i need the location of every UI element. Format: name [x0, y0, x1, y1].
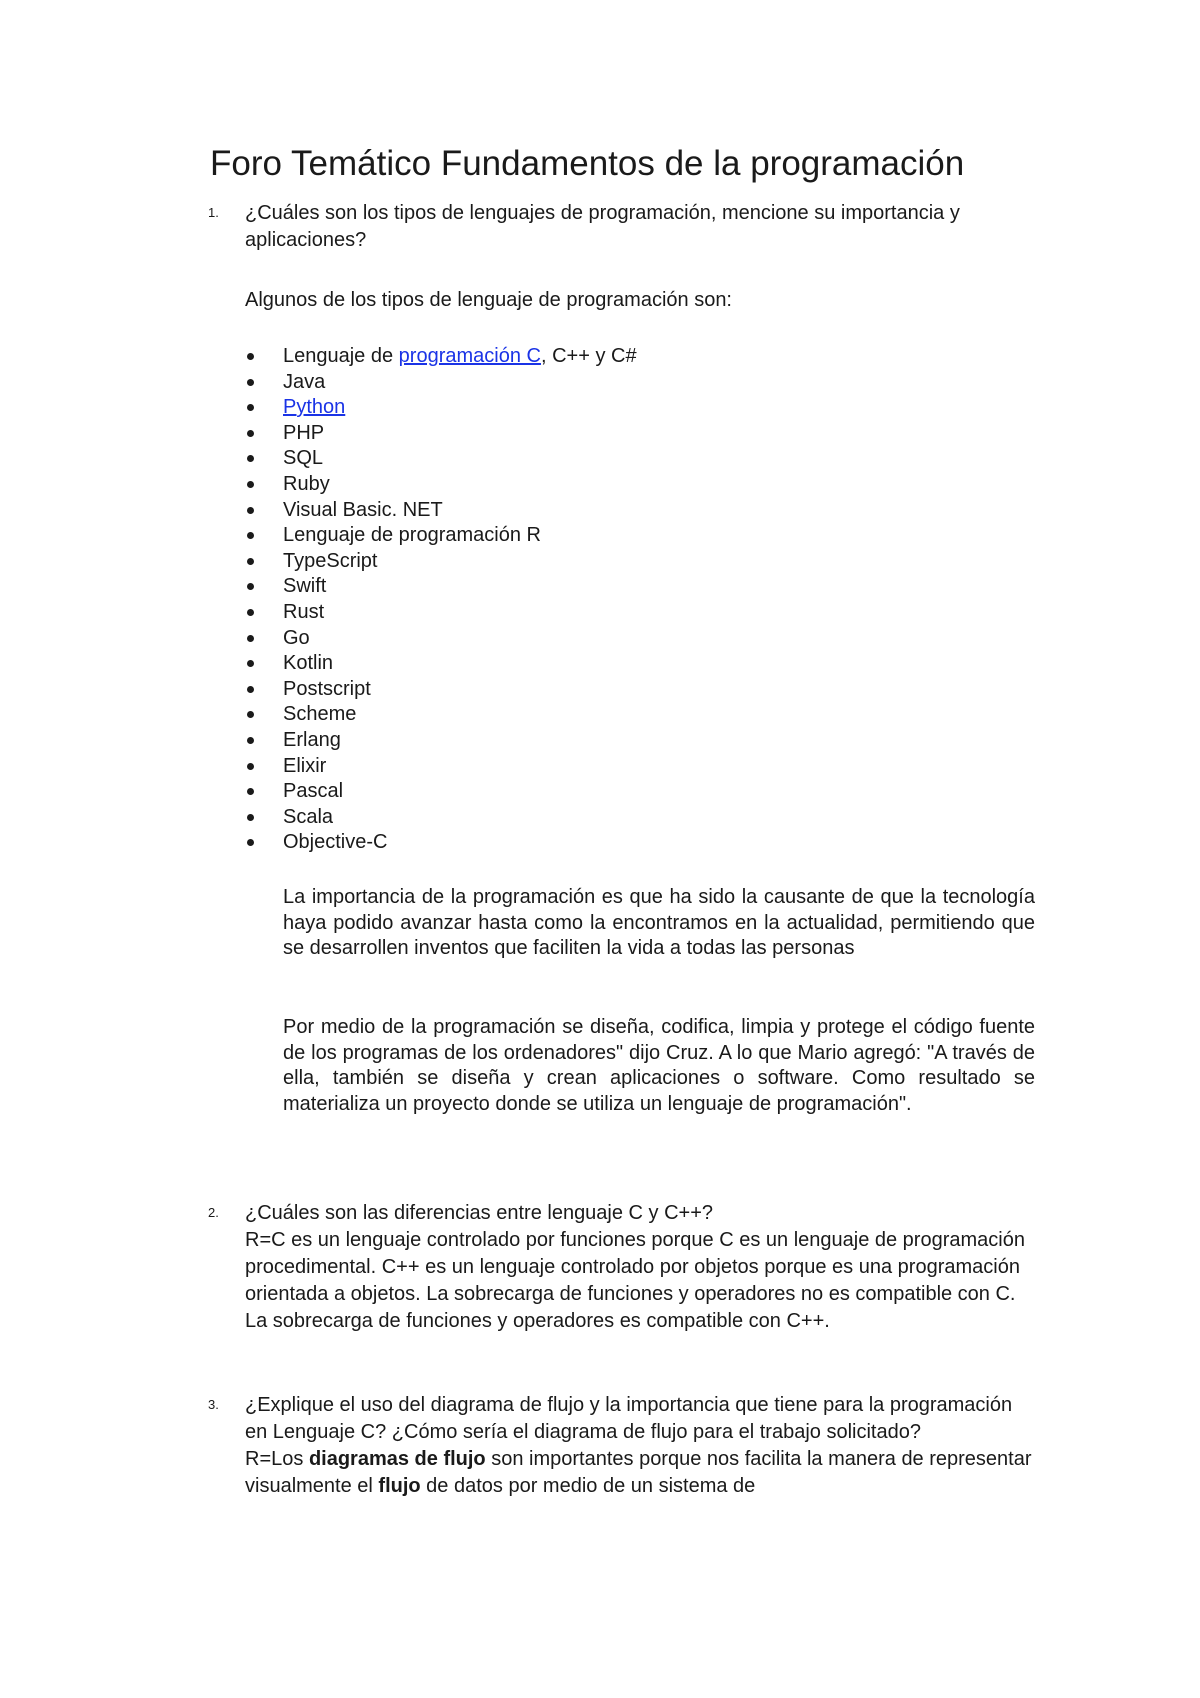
languages-list: [245, 344, 637, 856]
list-item: Scala: [245, 805, 637, 831]
list-item: Objective-C: [245, 830, 637, 856]
list-item: Pascal: [245, 779, 637, 805]
question-3-block: [245, 1392, 1035, 1500]
question-3-text: ¿Explique el uso del diagrama de flujo y la importancia que tiene para la programación en Lenguaje C? ¿Cómo sería el diagrama de flujo para el trabajo solicitado?: [245, 1394, 1013, 1443]
question-2-number: 2.: [208, 1205, 219, 1220]
list-item: Erlang: [245, 728, 637, 754]
list-item: Scheme: [245, 702, 637, 728]
list-item: Swift: [245, 574, 637, 600]
question-3-number: 3.: [208, 1397, 219, 1412]
question-2-block: [245, 1200, 1035, 1335]
list-item: Ruby: [245, 472, 637, 498]
question-2-answer: R=C es un lenguaje controlado por funciones porque C es un lenguaje de programación procedimental. C++ es un lenguaje controlado por objetos porque es una programación orientada a objetos. La sobrecarga de funciones y operadores no es compatible con C. La sobrecarga de funciones y operadores es compatible con C++.: [245, 1229, 1025, 1332]
list-item: Visual Basic. NET: [245, 498, 637, 524]
programacion-c-link[interactable]: programación C: [398, 345, 541, 367]
question-1-number: 1.: [208, 205, 219, 220]
list-item: [245, 395, 637, 421]
languages-intro: Algunos de los tipos de lenguaje de programación son:: [245, 289, 732, 311]
bold-term: flujo: [378, 1475, 421, 1497]
question-1-text: ¿Cuáles son los tipos de lenguajes de programación, mencione su importancia y aplicaciones?: [245, 202, 960, 251]
list-item: TypeScript: [245, 549, 637, 575]
python-link[interactable]: Python: [283, 396, 346, 419]
document-title: Foro Temático Fundamentos de la programación: [210, 144, 965, 183]
list-item: Elixir: [245, 754, 637, 780]
question-2-text: ¿Cuáles son las diferencias entre lenguaje C y C++?: [245, 1202, 714, 1224]
list-item: Lenguaje de programación R: [245, 523, 637, 549]
list-item: Postscript: [245, 677, 637, 703]
list-item: Kotlin: [245, 651, 637, 677]
list-item: Go: [245, 626, 637, 652]
importance-paragraph: La importancia de la programación es que ha sido la causante de que la tecnología haya podido avanzar hasta como la encontramos en la actualidad, permitiendo que se desarrollen inventos que faciliten la vida a todas las personas: [283, 886, 1035, 960]
quote-paragraph: Por medio de la programación se diseña, codifica, limpia y protege el código fuente de los programas de los ordenadores" dijo Cruz. A lo que Mario agregó: "A través de ella, también se diseña y crean aplicaciones o software. Como resultado se materializa un proyecto donde se utiliza un lenguaje de programación".: [283, 1016, 1035, 1116]
list-item: SQL: [245, 446, 637, 472]
bold-term: diagramas de flujo: [308, 1448, 486, 1470]
list-item: Rust: [245, 600, 637, 626]
question-3-answer: R=Los diagramas de flujo son importantes porque nos facilita la manera de representar visualmente el flujo de datos por medio de un sistema de: [245, 1448, 1032, 1497]
list-item: Lenguaje de programación C, C++ y C#: [245, 344, 637, 370]
list-item: PHP: [245, 421, 637, 447]
list-item: Java: [245, 370, 637, 396]
